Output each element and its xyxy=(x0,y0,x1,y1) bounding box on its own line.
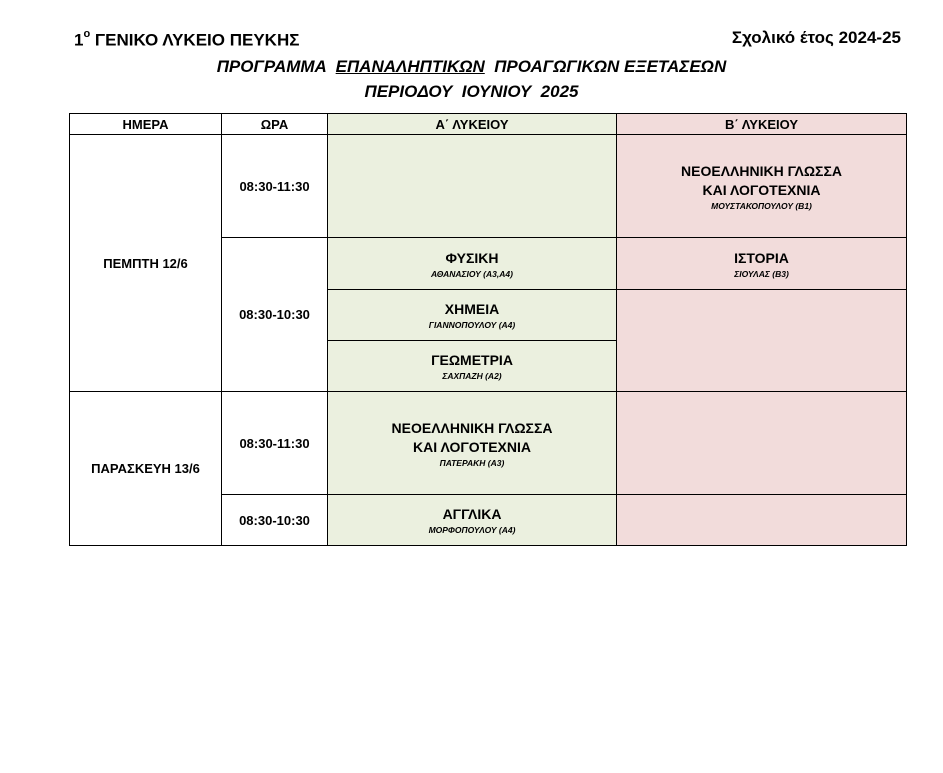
header-row xyxy=(70,114,907,135)
teacher-name: ΑΘΑΝΑΣΙΟΥ (Α3,Α4) xyxy=(431,268,513,279)
title-part-2-underlined: ΕΠΑΝΑΛΗΠΤΙΚΩΝ xyxy=(335,57,485,76)
day-cell: ΠΕΜΠΤΗ 12/6 xyxy=(70,135,222,392)
time-cell: 08:30-11:30 xyxy=(222,392,328,495)
teacher-name: ΣΑΧΠΑΖΗ (Α2) xyxy=(442,371,502,381)
b-lykeiou-exam-cell xyxy=(617,135,907,238)
a-lykeiou-exam-cell xyxy=(328,341,617,392)
subject-name: ΓΕΩΜΕΤΡΙΑ xyxy=(431,352,513,368)
header-day: ΗΜΕΡΑ xyxy=(70,114,222,135)
header-time: ΩΡΑ xyxy=(222,114,328,135)
exam-schedule-table xyxy=(69,113,907,546)
school-name-text: ΓΕΝΙΚΟ ΛΥΚΕΙΟ ΠΕΥΚΗΣ xyxy=(90,30,300,50)
teacher-name: ΣΙΟΥΛΑΣ (Β3) xyxy=(734,268,789,279)
header-a-lykeiou: Α΄ ΛΥΚΕΙΟΥ xyxy=(328,114,617,135)
document-title xyxy=(0,57,943,77)
teacher-name: ΜΟΥΣΤΑΚΟΠΟΥΛΟΥ (Β1) xyxy=(711,200,812,211)
subject-name: ΙΣΤΟΡΙΑ xyxy=(734,249,789,266)
subject-line: ΚΑΙ ΛΟΓΟΤΕΧΝΙΑ xyxy=(413,438,531,455)
day-cell: ΠΑΡΑΣΚΕΥΗ 13/6 xyxy=(70,392,222,546)
b-lykeiou-empty-cell xyxy=(617,495,907,546)
teacher-name: ΜΟΡΦΟΠΟΥΛΟΥ (Α4) xyxy=(428,525,516,535)
subject-line: ΚΑΙ ΛΟΓΟΤΕΧΝΙΑ xyxy=(702,181,821,198)
a-lykeiou-empty-cell xyxy=(328,135,617,238)
title-part-3: ΠΡΟΑΓΩΓΙΚΩΝ ΕΞΕΤΑΣΕΩΝ xyxy=(484,57,727,76)
title-part-1: ΠΡΟΓΡΑΜΜΑ xyxy=(216,57,336,76)
b-lykeiou-empty-cell xyxy=(617,290,907,392)
header-b-lykeiou: Β΄ ΛΥΚΕΙΟΥ xyxy=(617,114,907,135)
subject-line: ΝΕΟΕΛΛΗΝΙΚΗ ΓΛΩΣΣΑ xyxy=(391,419,553,436)
subject-line: ΝΕΟΕΛΛΗΝΙΚΗ ΓΛΩΣΣΑ xyxy=(681,162,842,179)
school-name xyxy=(74,30,299,51)
teacher-name: ΠΑΤΕΡΑΚΗ (Α3) xyxy=(439,457,505,468)
time-cell: 08:30-10:30 xyxy=(222,495,328,546)
teacher-name: ΓΙΑΝΝΟΠΟΥΛΟΥ (Α4) xyxy=(428,320,516,330)
school-number: 1 xyxy=(74,30,84,50)
time-cell: 08:30-11:30 xyxy=(222,135,328,238)
subject-name: ΑΓΓΛΙΚΑ xyxy=(442,506,502,522)
school-year: Σχολικό έτος 2024-25 xyxy=(731,28,901,47)
a-lykeiou-exam-cell xyxy=(328,290,617,341)
a-lykeiou-exam-cell xyxy=(328,238,617,290)
table-row xyxy=(70,135,907,238)
subject-name: ΦΥΣΙΚΗ xyxy=(445,249,499,266)
a-lykeiou-exam-cell xyxy=(328,392,617,495)
a-lykeiou-exam-cell xyxy=(328,495,617,546)
ordinal-superscript: ο xyxy=(83,28,91,40)
document-subtitle: ΠΕΡΙΟΔΟΥ ΙΟΥΝΙΟΥ 2025 xyxy=(364,82,579,101)
table-row xyxy=(70,392,907,495)
time-cell: 08:30-10:30 xyxy=(222,238,328,392)
subject-name: ΧΗΜΕΙΑ xyxy=(444,301,500,317)
b-lykeiou-exam-cell xyxy=(617,238,907,290)
b-lykeiou-empty-cell xyxy=(617,392,907,495)
